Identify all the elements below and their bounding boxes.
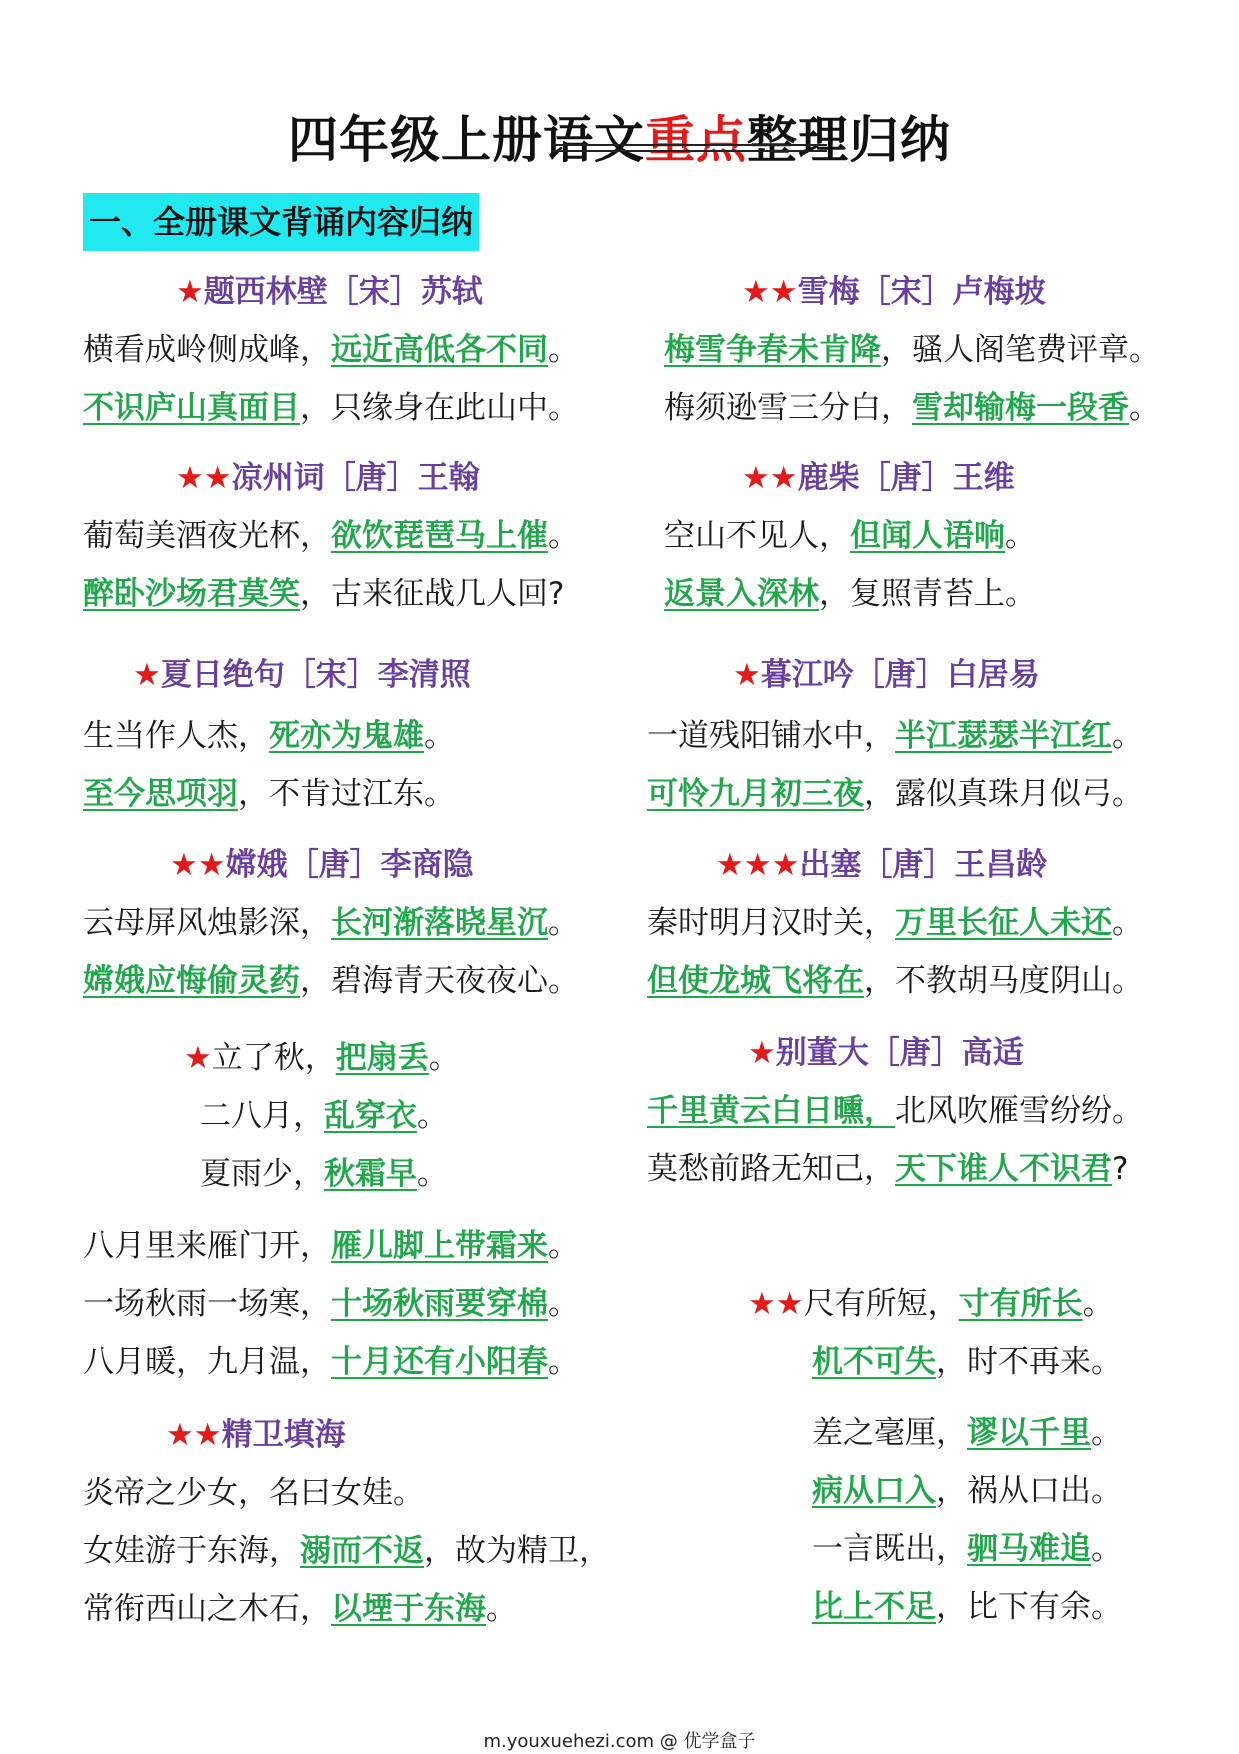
proverb-line: ★立了秋，把扇丢。: [184, 1040, 460, 1076]
poem-line: 不识庐山真面目，只缘身在此山中。: [83, 390, 579, 426]
proverb-line: 比上不足，比下有余。: [812, 1589, 1122, 1625]
poem-title: ★★★出塞［唐］王昌龄: [716, 847, 1048, 883]
text-line: 女娃游于东海，溺而不返，故为精卫，: [83, 1533, 610, 1569]
poem-title: ★★凉州词［唐］王翰: [176, 460, 480, 496]
poem-title: ★暮江吟［唐］白居易: [733, 657, 1040, 693]
proverb-line: 八月暖，九月温，十月还有小阳春。: [83, 1344, 579, 1380]
poem-line: 可怜九月初三夜，露似真珠月似弓。: [647, 776, 1143, 812]
proverb-line: 一言既出，驷马难追。: [812, 1531, 1122, 1567]
proverb-line: 病从口入，祸从口出。: [812, 1473, 1122, 1509]
poem-line: 葡萄美酒夜光杯，欲饮琵琶马上催。: [83, 518, 579, 554]
poem-line: 空山不见人，但闻人语响。: [664, 518, 1036, 554]
title-underline-2: [552, 150, 827, 152]
poem-line: 一道残阳铺水中，半江瑟瑟半江红。: [647, 718, 1143, 754]
poem-line: 生当作人杰，死亦为鬼雄。: [83, 718, 455, 754]
poem-line: 但使龙城飞将在，不教胡马度阴山。: [647, 963, 1143, 999]
proverb-line: 差之毫厘，谬以千里。: [812, 1415, 1122, 1451]
poem-line: 秦时明月汉时关，万里长征人未还。: [647, 905, 1143, 941]
text-line: 炎帝之少女，名曰女娃。: [83, 1475, 424, 1511]
poem-title: ★夏日绝句［宋］李清照: [133, 657, 471, 693]
proverb-line: 一场秋雨一场寒，十场秋雨要穿棉。: [83, 1286, 579, 1322]
poem-line: 返景入深林，复照青苔上。: [664, 576, 1036, 612]
section-heading: 一、全册课文背诵内容归纳: [83, 193, 479, 251]
poem-line: 嫦娥应悔偷灵药，碧海青天夜夜心。: [83, 963, 579, 999]
poem-line: 千里黄云白日曛，北风吹雁雪纷纷。: [647, 1093, 1143, 1129]
poem-line: 云母屏风烛影深，长河渐落晓星沉。: [83, 905, 579, 941]
proverb-line: 八月里来雁门开，雁儿脚上带霜来。: [83, 1228, 579, 1264]
poem-line: 梅雪争春未肯降，骚人阁笔费评章。: [664, 332, 1160, 368]
poem-line: 至今思项羽，不肯过江东。: [83, 776, 455, 812]
text-line: 常衔西山之木石，以堙于东海。: [83, 1591, 517, 1627]
proverb-line: 二八月，乱穿衣。: [200, 1098, 448, 1134]
proverb-line: 机不可失，时不再来。: [812, 1344, 1122, 1380]
poem-title: ★★精卫填海: [166, 1417, 346, 1453]
poem-line: 莫愁前路无知己，天下谁人不识君?: [647, 1151, 1129, 1187]
poem-title: ★★嫦娥［唐］李商隐: [170, 847, 474, 883]
proverb-line: ★★尺有所短，寸有所长。: [748, 1286, 1114, 1322]
poem-title: ★别董大［唐］高适: [748, 1035, 1024, 1071]
poem-line: 醉卧沙场君莫笑，古来征战几人回?: [83, 576, 565, 612]
poem-line: 梅须逊雪三分白，雪却输梅一段香。: [664, 390, 1160, 426]
poem-title: ★★雪梅［宋］卢梅坡: [742, 274, 1046, 310]
poem-line: 横看成岭侧成峰，远近高低各不同。: [83, 332, 579, 368]
proverb-line: 夏雨少，秋霜早。: [200, 1156, 448, 1192]
page-title: 四年级上册语文重点整理归纳: [288, 111, 951, 169]
poem-title: ★★鹿柴［唐］王维: [742, 460, 1015, 496]
title-underline: [552, 144, 827, 146]
footer-watermark: m.youxuehezi.com @ 优学盒子: [483, 1731, 756, 1752]
poem-title: ★题西林壁［宋］苏轼: [176, 274, 483, 310]
